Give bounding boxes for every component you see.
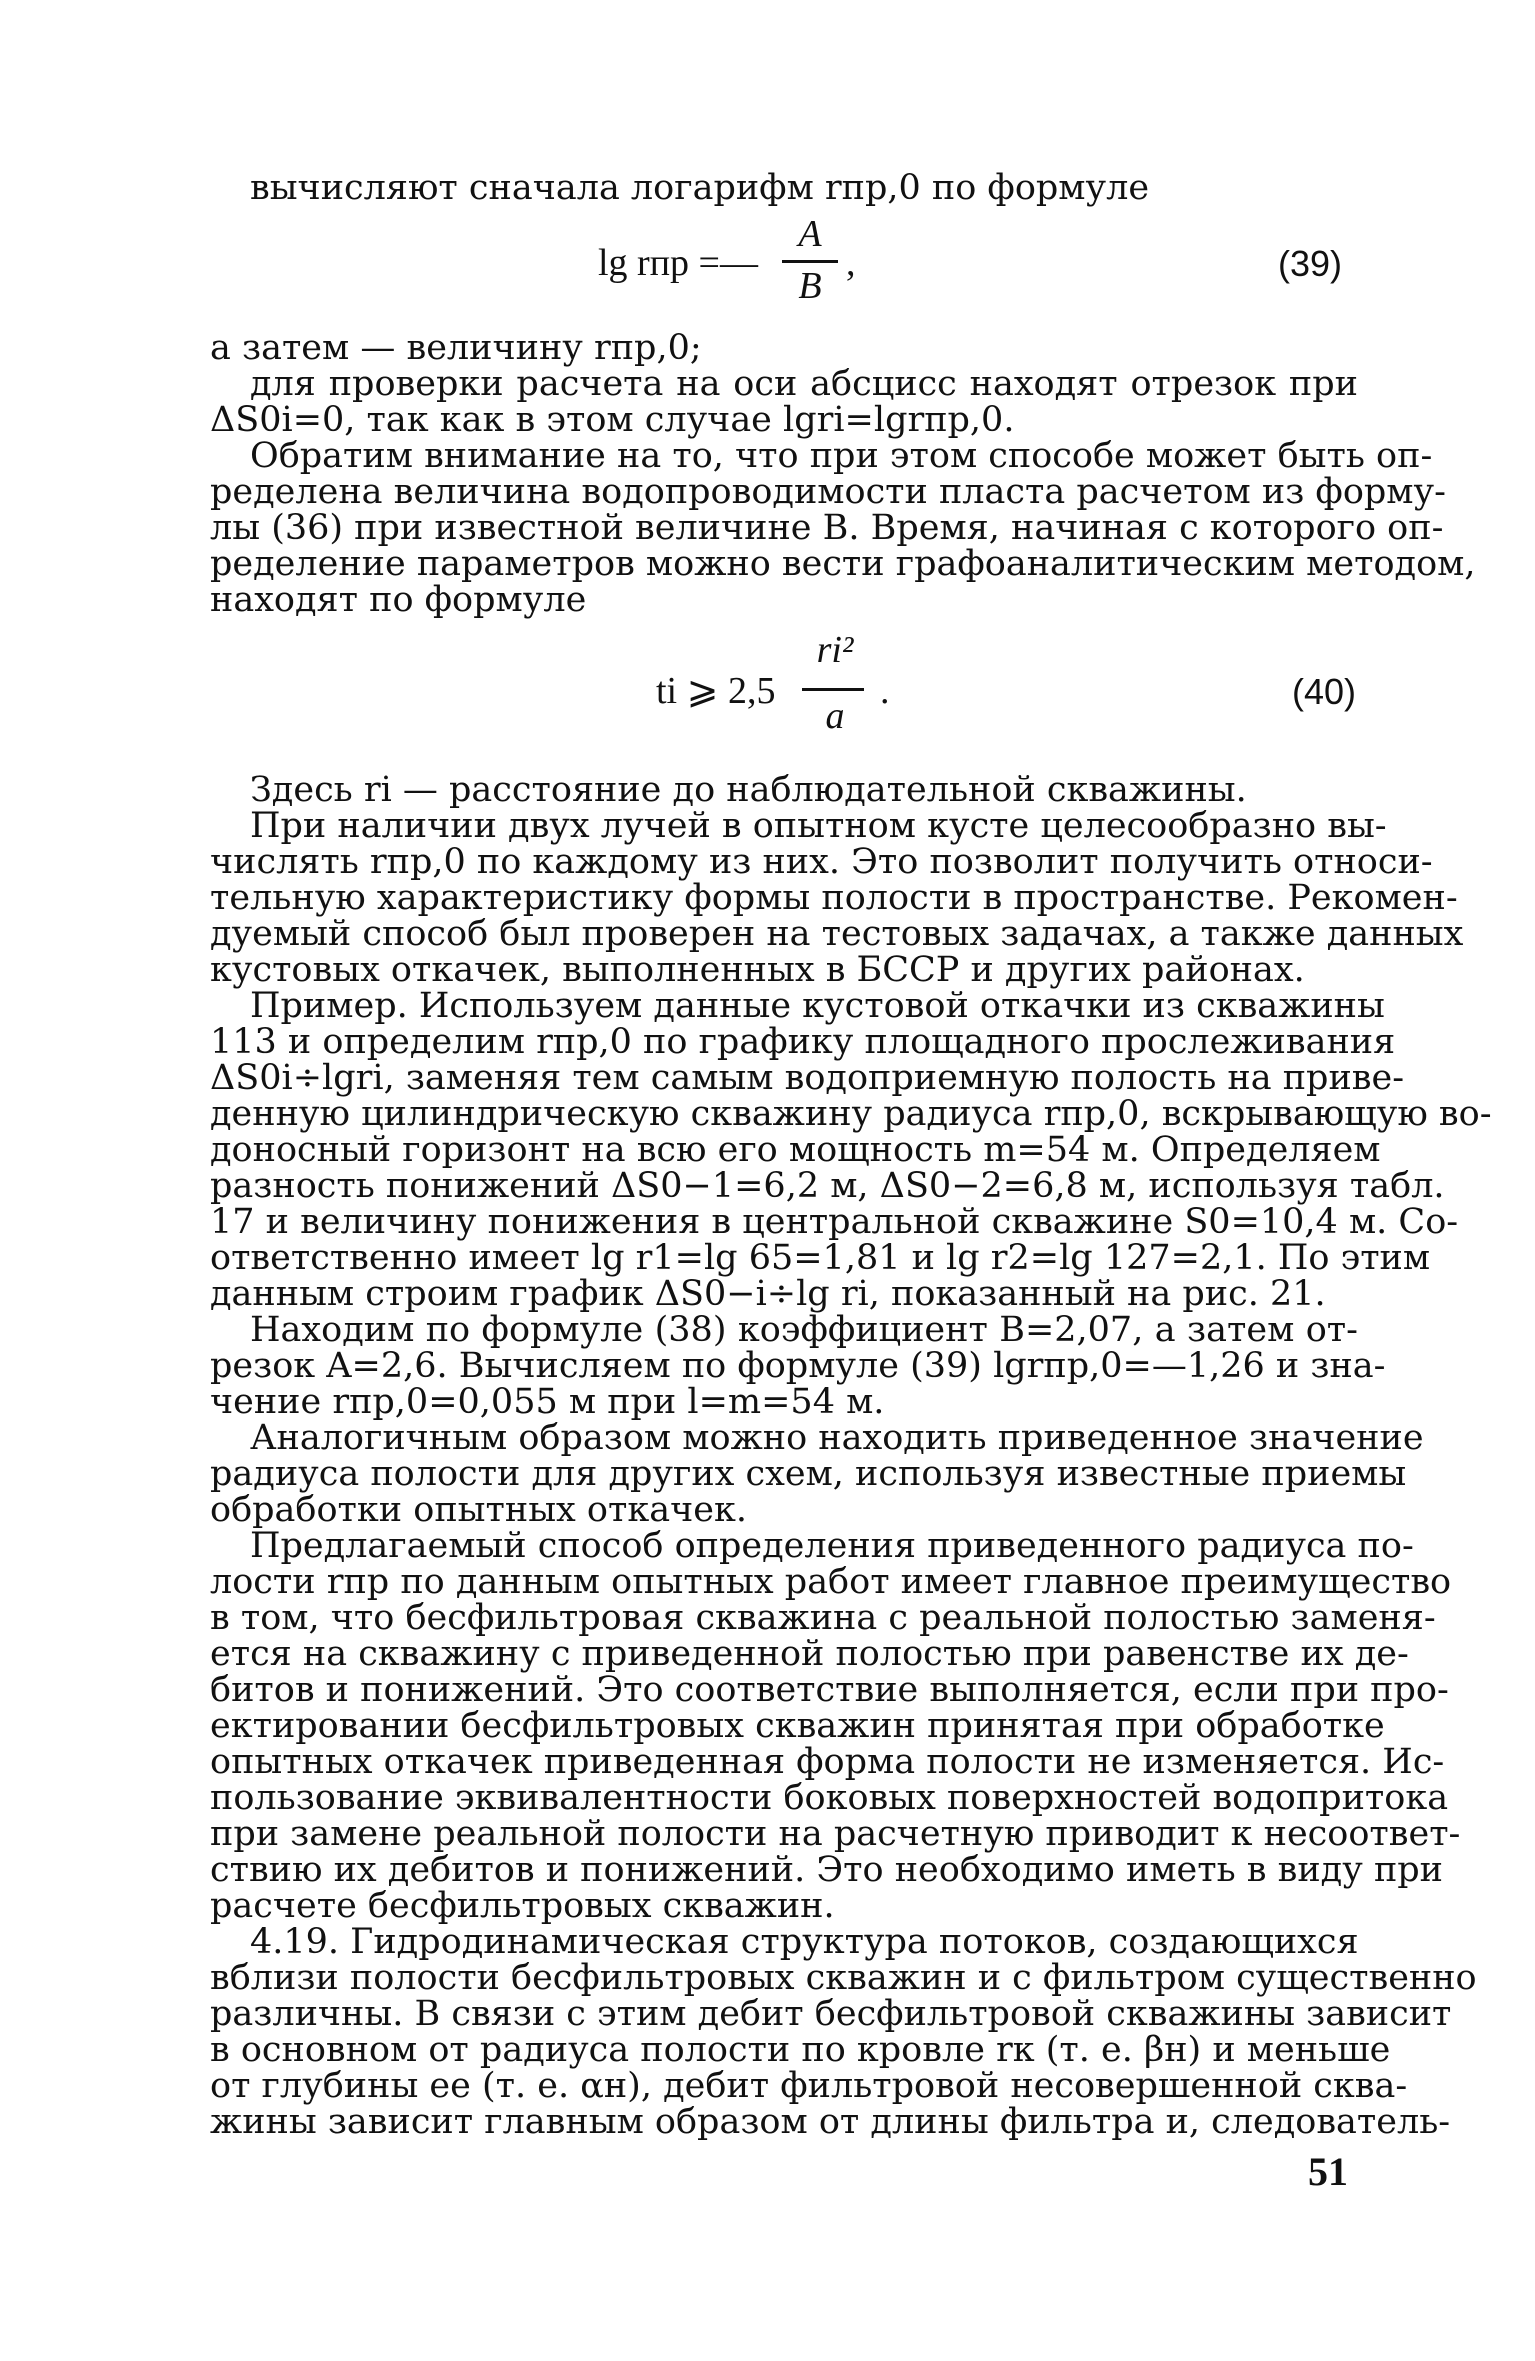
- text-line: Пример. Используем данные кустовой откачки из скважины: [250, 986, 1385, 1026]
- equation-number-39: (39): [1278, 243, 1343, 284]
- formula-39-lhs: lg rпр =—: [598, 242, 758, 284]
- text-line: Обратим внимание на то, что при этом способе может быть оп-: [250, 436, 1433, 476]
- formula-39-fraction-bar: [782, 260, 838, 263]
- text-line: При наличии двух лучей в опытном кусте целесообразно вы-: [250, 806, 1387, 846]
- text-line: Аналогичным образом можно находить приведенное значение: [250, 1418, 1424, 1458]
- formula-39-denominator: B: [798, 265, 822, 307]
- text-line: ектировании бесфильтровых скважин принятая при обработке: [210, 1706, 1385, 1746]
- text-line: вблизи полости бесфильтровых скважин и с фильтром существенно: [210, 1958, 1477, 1998]
- text-line: ределена величина водопроводимости пласта расчетом из форму-: [210, 472, 1446, 512]
- text-line: данным строим график ΔS0−i÷lg ri, показанный на рис. 21.: [210, 1274, 1326, 1314]
- text-line: Находим по формуле (38) коэффициент B=2,07, а затем от-: [250, 1310, 1358, 1350]
- text-line: битов и понижений. Это соответствие выполняется, если при про-: [210, 1670, 1449, 1710]
- text-line: Здесь ri — расстояние до наблюдательной скважины.: [250, 770, 1247, 810]
- formula-40-numerator: ri²: [816, 629, 854, 671]
- text-line: а затем — величину rпр,0;: [210, 328, 702, 368]
- text-line: при замене реальной полости на расчетную приводит к несоответ-: [210, 1814, 1461, 1854]
- text-line: различны. В связи с этим дебит бесфильтровой скважины зависит: [210, 1994, 1452, 2034]
- text-line: числять rпр,0 по каждому из них. Это позволит получить относи-: [210, 842, 1433, 882]
- equation-number-40: (40): [1292, 671, 1357, 712]
- formula-40-trail: .: [880, 670, 890, 712]
- text-line: 113 и определим rпр,0 по графику площадного прослеживания: [210, 1022, 1396, 1062]
- text-line: денную цилиндрическую скважину радиуса rпр,0, вскрывающую во-: [210, 1094, 1492, 1134]
- formula-40-denominator: a: [825, 695, 845, 737]
- text-line: ределение параметров можно вести графоаналитическим методом,: [210, 544, 1476, 584]
- text-line: Предлагаемый способ определения приведенного радиуса по-: [250, 1526, 1414, 1566]
- text-line: пользование эквивалентности боковых поверхностей водопритока: [210, 1778, 1449, 1818]
- formula-40-lhs: ti ⩾ 2,5: [656, 670, 776, 712]
- formula-40-fraction-bar: [802, 688, 864, 691]
- text-line: лости rпр по данным опытных работ имеет главное преимущество: [210, 1562, 1452, 1602]
- text-line: опытных откачек приведенная форма полости не изменяется. Ис-: [210, 1742, 1445, 1782]
- text-line: разность понижений ΔS0−1=6,2 м, ΔS0−2=6,8 м, используя табл.: [210, 1166, 1445, 1206]
- text-line: 17 и величину понижения в центральной скважине S0=10,4 м. Со-: [210, 1202, 1459, 1242]
- text-line: для проверки расчета на оси абсцисс находят отрезок при: [250, 364, 1358, 404]
- text-line: в основном от радиуса полости по кровле rк (т. е. βн) и меньше: [210, 2030, 1391, 2070]
- text-line: ответственно имеет lg r1=lg 65=1,81 и lg r2=lg 127=2,1. По этим: [210, 1238, 1431, 1278]
- text-line: 4.19. Гидродинамическая структура потоков, создающихся: [250, 1922, 1359, 1962]
- text-line: тельную характеристику формы полости в пространстве. Рекомен-: [210, 878, 1458, 918]
- text-line: жины зависит главным образом от длины фильтра и, следователь-: [210, 2102, 1451, 2142]
- text-line: находят по формуле: [210, 580, 587, 620]
- text-line: лы (36) при известной величине B. Время, начиная с которого оп-: [210, 508, 1444, 548]
- text-line: ΔS0i=0, так как в этом случае lgri=lgrпр,0.: [210, 400, 1015, 440]
- text-line: ΔS0i÷lgri, заменяя тем самым водоприемную полость на приве-: [210, 1058, 1405, 1098]
- text-line: резок A=2,6. Вычисляем по формуле (39) lgrпр,0=—1,26 и зна-: [210, 1346, 1386, 1386]
- formula-39-trail: ,: [846, 242, 856, 284]
- text-line: вычисляют сначала логарифм rпр,0 по формуле: [250, 168, 1150, 208]
- text-line: расчете бесфильтровых скважин.: [210, 1886, 835, 1926]
- text-line: кустовых откачек, выполненных в БССР и других районах.: [210, 950, 1305, 990]
- text-line: от глубины ее (т. е. αн), дебит фильтровой несовершенной сква-: [210, 2066, 1408, 2106]
- text-line: ется на скважину с приведенной полостью при равенстве их де-: [210, 1634, 1409, 1674]
- text-line: радиуса полости для других схем, используя известные приемы: [210, 1454, 1407, 1494]
- text-line: дуемый способ был проверен на тестовых задачах, а также данных: [210, 914, 1464, 954]
- text-line: в том, что бесфильтровая скважина с реальной полостью заменя-: [210, 1598, 1436, 1638]
- text-line: обработки опытных откачек.: [210, 1490, 747, 1530]
- text-line: ствию их дебитов и понижений. Это необходимо иметь в виду при: [210, 1850, 1443, 1890]
- text-line: доносный горизонт на всю его мощность m=54 м. Определяем: [210, 1130, 1381, 1170]
- formula-39-numerator: A: [798, 213, 822, 255]
- text-line: чение rпр,0=0,055 м при l=m=54 м.: [210, 1382, 885, 1422]
- page-number: 51: [1308, 2149, 1348, 2194]
